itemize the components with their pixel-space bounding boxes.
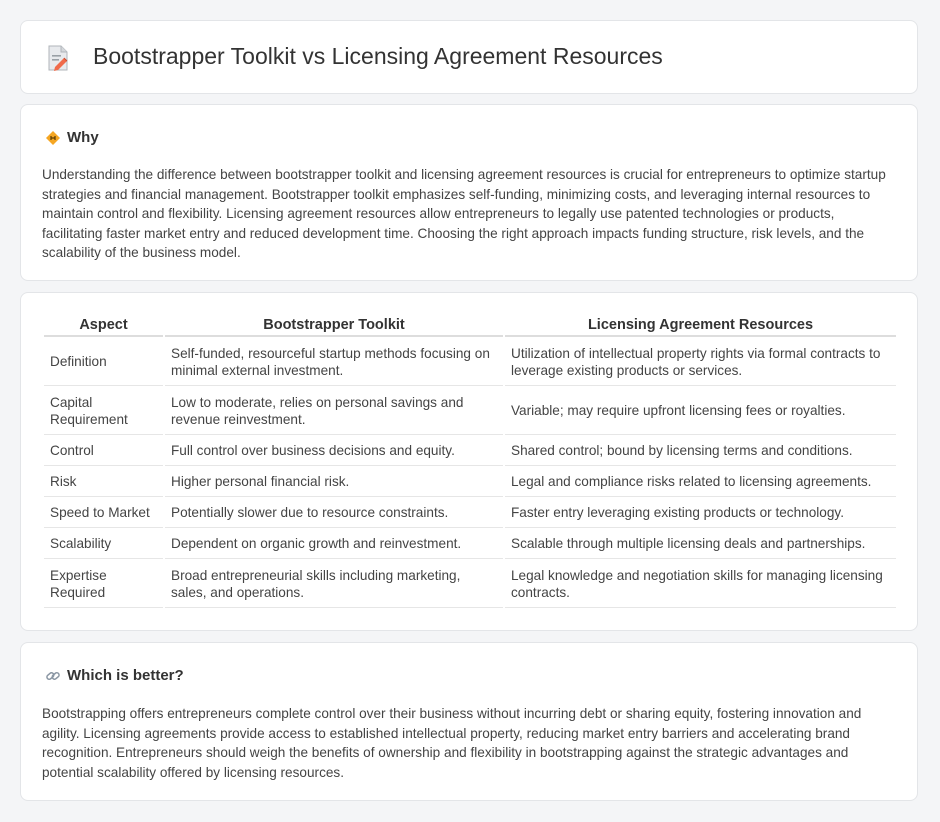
table-row (44, 530, 896, 559)
bootstrapper-cell: Self-funded, resourceful startup methods focusing on minimal external investment. (165, 339, 503, 386)
which-is-better-section (20, 642, 918, 801)
better-text: Bootstrapping offers entrepreneurs complete control over their business without incurring debt or sharing equity, fostering innovation and agility. Licensing agreements provide access to established intellectual property, reducing market entry barriers and accelerating brand recognition. Entrepreneurs should weigh the benefits of ownership and flexibility in bootstrapping against the strategic advantages and potential scalability offered by licensing resources. (42, 706, 862, 780)
better-title: Which is better? (67, 667, 184, 684)
why-section (20, 104, 918, 281)
why-title: Why (67, 129, 99, 146)
bootstrapper-cell: Full control over business decisions and equity. (165, 437, 503, 466)
table-row (44, 499, 896, 528)
table-row (44, 388, 896, 435)
column-header-aspect: Aspect (44, 315, 163, 337)
licensing-cell: Legal knowledge and negotiation skills for managing licensing contracts. (505, 561, 896, 608)
bootstrapper-cell: Low to moderate, relies on personal savings and revenue reinvestment. (165, 388, 503, 435)
aspect-cell: Definition (44, 339, 163, 386)
aspect-cell: Speed to Market (44, 499, 163, 528)
table-row (44, 468, 896, 497)
comparison-table (42, 313, 898, 610)
road-sign-icon (45, 130, 61, 146)
aspect-cell: Expertise Required (44, 561, 163, 608)
document-edit-icon (47, 45, 69, 71)
aspect-cell: Capital Requirement (44, 388, 163, 435)
aspect-cell: Control (44, 437, 163, 466)
bootstrapper-cell: Broad entrepreneurial skills including marketing, sales, and operations. (165, 561, 503, 608)
licensing-cell: Legal and compliance risks related to licensing agreements. (505, 468, 896, 497)
table-header-row (44, 315, 896, 337)
bootstrapper-cell: Higher personal financial risk. (165, 468, 503, 497)
page-title: Bootstrapper Toolkit vs Licensing Agreement Resources (93, 43, 663, 69)
why-text: Understanding the difference between bootstrapper toolkit and licensing agreement resources is crucial for entrepreneurs to optimize startup strategies and financial management. Bootstrapper toolkit emphasizes self-funding, minimizing costs, and leveraging internal resources to maintain control and flexibility. Licensing agreement resources allow entrepreneurs to legally use patented technologies or products, facilitating faster market entry and reduced development time. Choosing the right approach impacts funding structure, risk levels, and the scalability of the business model. (42, 167, 886, 260)
better-heading (45, 667, 184, 684)
why-heading (45, 129, 99, 146)
header-card (20, 20, 918, 94)
licensing-cell: Scalable through multiple licensing deals and partnerships. (505, 530, 896, 559)
aspect-cell: Risk (44, 468, 163, 497)
licensing-cell: Faster entry leveraging existing products or technology. (505, 499, 896, 528)
bootstrapper-cell: Potentially slower due to resource constraints. (165, 499, 503, 528)
table-row (44, 339, 896, 386)
table-row (44, 561, 896, 608)
bootstrapper-cell: Dependent on organic growth and reinvestment. (165, 530, 503, 559)
licensing-cell: Variable; may require upfront licensing fees or royalties. (505, 388, 896, 435)
comparison-card (20, 292, 918, 631)
link-icon (45, 668, 61, 684)
column-header-licensing: Licensing Agreement Resources (505, 315, 896, 337)
column-header-bootstrapper: Bootstrapper Toolkit (165, 315, 503, 337)
table-row (44, 437, 896, 466)
aspect-cell: Scalability (44, 530, 163, 559)
licensing-cell: Shared control; bound by licensing terms and conditions. (505, 437, 896, 466)
licensing-cell: Utilization of intellectual property rights via formal contracts to leverage existing products or services. (505, 339, 896, 386)
